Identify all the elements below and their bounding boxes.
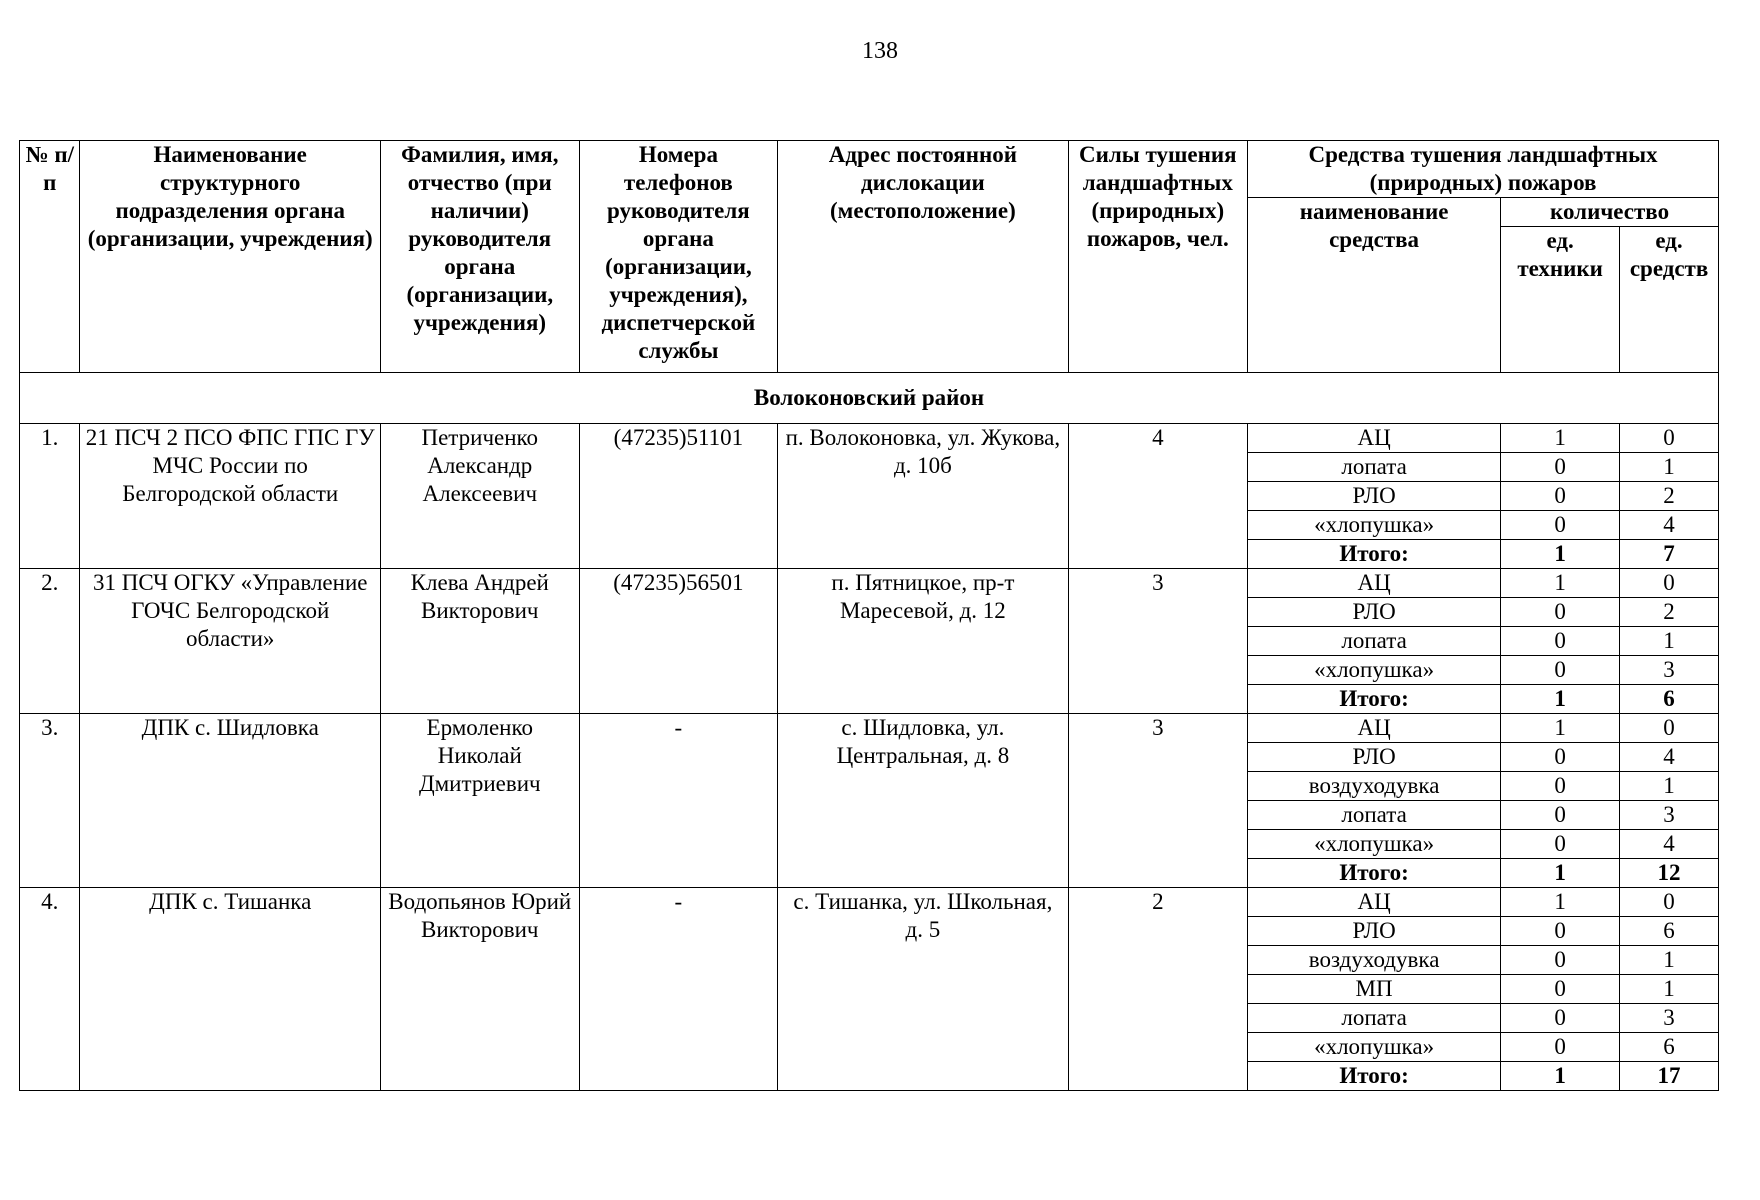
col-header-head-name: Фамилия, имя, отчество (при наличии) руководителя органа (организации, учреждения) — [380, 141, 579, 373]
equipment-tech-cell: 0 — [1501, 946, 1620, 975]
table-row — [20, 569, 1719, 598]
equipment-tech-cell: 0 — [1501, 975, 1620, 1004]
equipment-tech-cell: 0 — [1501, 453, 1620, 482]
equipment-tech-cell: 0 — [1501, 656, 1620, 685]
unit-name-cell: ДПК с. Тишанка — [80, 888, 380, 1091]
equipment-means-cell: 3 — [1620, 801, 1719, 830]
equipment-means-cell: 1 — [1620, 453, 1719, 482]
total-name-cell: Итого: — [1248, 540, 1501, 569]
equipment-means-cell: 4 — [1620, 743, 1719, 772]
equipment-tech-cell: 1 — [1501, 888, 1620, 917]
total-tech-cell: 1 — [1501, 685, 1620, 714]
row-number: 1. — [20, 424, 80, 569]
row-number: 4. — [20, 888, 80, 1091]
col-header-num: № п/п — [20, 141, 80, 373]
col-header-forces: Силы тушения ландшафтных (природных) пожаров, чел. — [1068, 141, 1247, 373]
equipment-means-cell: 1 — [1620, 627, 1719, 656]
equipment-name-cell: РЛО — [1248, 743, 1501, 772]
total-name-cell: Итого: — [1248, 1062, 1501, 1091]
unit-name-cell: 21 ПСЧ 2 ПСО ФПС ГПС ГУ МЧС России по Белгородской области — [80, 424, 380, 569]
equipment-name-cell: РЛО — [1248, 598, 1501, 627]
equipment-means-cell: 1 — [1620, 975, 1719, 1004]
col-header-units-tech: ед. техники — [1501, 227, 1620, 373]
total-means-cell: 12 — [1620, 859, 1719, 888]
equipment-name-cell: МП — [1248, 975, 1501, 1004]
equipment-name-cell: «хлопушка» — [1248, 830, 1501, 859]
equipment-tech-cell: 0 — [1501, 1004, 1620, 1033]
equipment-name-cell: «хлопушка» — [1248, 656, 1501, 685]
equipment-name-cell: лопата — [1248, 453, 1501, 482]
equipment-name-cell: РЛО — [1248, 482, 1501, 511]
equipment-tech-cell: 0 — [1501, 917, 1620, 946]
total-tech-cell: 1 — [1501, 1062, 1620, 1091]
equipment-name-cell: АЦ — [1248, 424, 1501, 453]
equipment-means-cell: 0 — [1620, 714, 1719, 743]
phone-cell: (47235)51101 — [579, 424, 778, 569]
equipment-tech-cell: 0 — [1501, 482, 1620, 511]
phone-cell: - — [579, 714, 778, 888]
equipment-name-cell: воздуходувка — [1248, 946, 1501, 975]
col-header-units-means: ед. средств — [1620, 227, 1719, 373]
head-name-cell: Ермоленко Николай Дмитриевич — [380, 714, 579, 888]
equipment-name-cell: лопата — [1248, 627, 1501, 656]
col-header-means-name: наименование средства — [1248, 198, 1501, 373]
table-row — [20, 424, 1719, 453]
equipment-name-cell: АЦ — [1248, 888, 1501, 917]
head-name-cell: Петриченко Александр Алексеевич — [380, 424, 579, 569]
equipment-means-cell: 0 — [1620, 888, 1719, 917]
equipment-tech-cell: 0 — [1501, 1033, 1620, 1062]
equipment-name-cell: «хлопушка» — [1248, 1033, 1501, 1062]
address-cell: с. Тишанка, ул. Школьная, д. 5 — [778, 888, 1068, 1091]
equipment-tech-cell: 1 — [1501, 424, 1620, 453]
col-header-phones: Номера телефонов руководителя органа (организации, учреждения), диспетчерской службы — [579, 141, 778, 373]
forces-cell: 2 — [1068, 888, 1247, 1091]
col-header-unit-name: Наименование структурного подразделения органа (организации, учреждения) — [80, 141, 380, 373]
phone-cell: (47235)56501 — [579, 569, 778, 714]
region-title: Волоконовский район — [20, 373, 1719, 424]
address-cell: с. Шидловка, ул. Центральная, д. 8 — [778, 714, 1068, 888]
total-tech-cell: 1 — [1501, 859, 1620, 888]
total-tech-cell: 1 — [1501, 540, 1620, 569]
equipment-means-cell: 4 — [1620, 830, 1719, 859]
equipment-tech-cell: 0 — [1501, 627, 1620, 656]
total-means-cell: 17 — [1620, 1062, 1719, 1091]
total-means-cell: 7 — [1620, 540, 1719, 569]
equipment-tech-cell: 0 — [1501, 772, 1620, 801]
total-name-cell: Итого: — [1248, 859, 1501, 888]
fire-fighting-resources-table — [19, 140, 1719, 1091]
equipment-means-cell: 1 — [1620, 772, 1719, 801]
equipment-name-cell: лопата — [1248, 1004, 1501, 1033]
equipment-means-cell: 2 — [1620, 482, 1719, 511]
equipment-name-cell: «хлопушка» — [1248, 511, 1501, 540]
equipment-name-cell: АЦ — [1248, 569, 1501, 598]
total-name-cell: Итого: — [1248, 685, 1501, 714]
equipment-name-cell: РЛО — [1248, 917, 1501, 946]
equipment-means-cell: 2 — [1620, 598, 1719, 627]
table-row — [20, 888, 1719, 917]
table-body — [20, 373, 1719, 1091]
equipment-name-cell: воздуходувка — [1248, 772, 1501, 801]
address-cell: п. Волоконовка, ул. Жукова, д. 10б — [778, 424, 1068, 569]
equipment-tech-cell: 0 — [1501, 743, 1620, 772]
equipment-tech-cell: 0 — [1501, 801, 1620, 830]
equipment-means-cell: 0 — [1620, 569, 1719, 598]
equipment-tech-cell: 0 — [1501, 830, 1620, 859]
forces-cell: 3 — [1068, 714, 1247, 888]
equipment-name-cell: АЦ — [1248, 714, 1501, 743]
phone-cell: - — [579, 888, 778, 1091]
head-name-cell: Клева Андрей Викторович — [380, 569, 579, 714]
unit-name-cell: 31 ПСЧ ОГКУ «Управление ГОЧС Белгородской области» — [80, 569, 380, 714]
equipment-means-cell: 1 — [1620, 946, 1719, 975]
equipment-means-cell: 3 — [1620, 656, 1719, 685]
unit-name-cell: ДПК с. Шидловка — [80, 714, 380, 888]
head-name-cell: Водопьянов Юрий Викторович — [380, 888, 579, 1091]
total-means-cell: 6 — [1620, 685, 1719, 714]
address-cell: п. Пятницкое, пр-т Маресевой, д. 12 — [778, 569, 1068, 714]
col-header-address: Адрес постоянной дислокации (местоположение) — [778, 141, 1068, 373]
equipment-tech-cell: 1 — [1501, 714, 1620, 743]
row-number: 2. — [20, 569, 80, 714]
equipment-tech-cell: 0 — [1501, 511, 1620, 540]
equipment-tech-cell: 0 — [1501, 598, 1620, 627]
forces-cell: 3 — [1068, 569, 1247, 714]
page-number: 138 — [862, 38, 898, 64]
equipment-name-cell: лопата — [1248, 801, 1501, 830]
equipment-means-cell: 0 — [1620, 424, 1719, 453]
forces-cell: 4 — [1068, 424, 1247, 569]
equipment-means-cell: 3 — [1620, 1004, 1719, 1033]
equipment-means-cell: 4 — [1620, 511, 1719, 540]
table-row — [20, 714, 1719, 743]
row-number: 3. — [20, 714, 80, 888]
equipment-means-cell: 6 — [1620, 917, 1719, 946]
equipment-means-cell: 6 — [1620, 1033, 1719, 1062]
col-header-means: Средства тушения ландшафтных (природных) пожаров — [1248, 141, 1719, 198]
equipment-tech-cell: 1 — [1501, 569, 1620, 598]
col-header-quantity: количество — [1501, 198, 1719, 227]
